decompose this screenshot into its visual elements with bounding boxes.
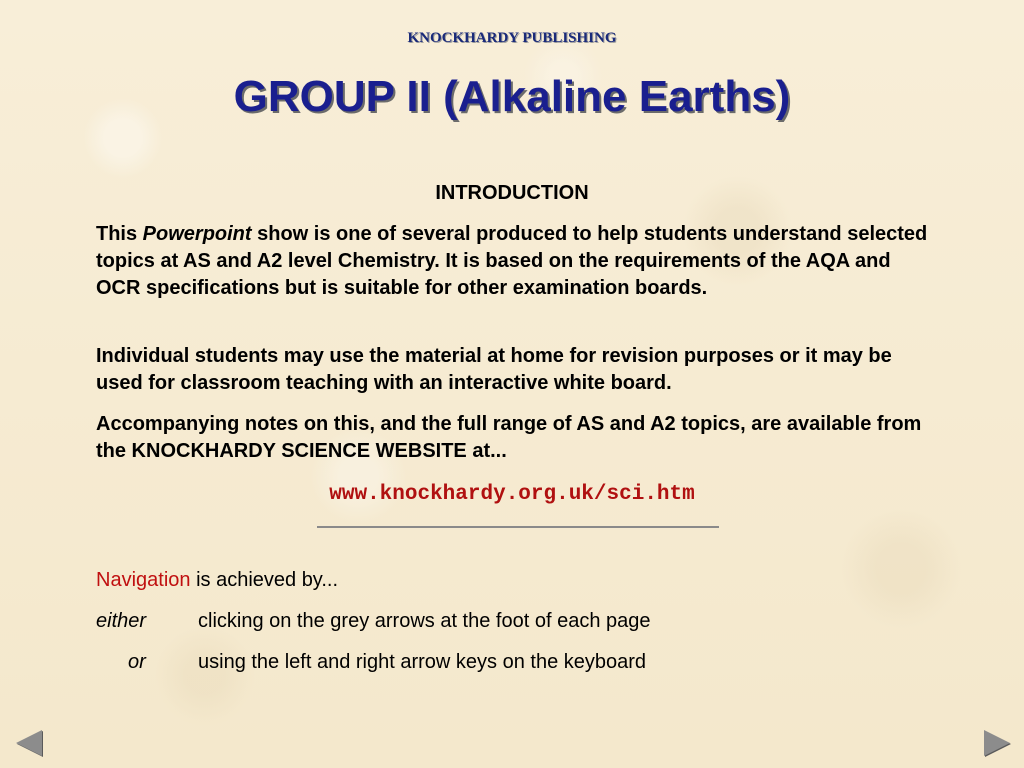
intro-paragraph-3: Accompanying notes on this, and the full range of AS and A2 topics, are available from the KNOCKHARDY SCIENCE WEBSITE at...: [96, 413, 922, 462]
website-link[interactable]: www.knockhardy.org.uk/sci.htm: [329, 483, 695, 506]
or-label: or: [128, 651, 146, 673]
powerpoint-word: Powerpoint: [142, 223, 252, 245]
either-text: clicking on the grey arrows at the foot of each page: [198, 610, 651, 632]
previous-slide-button[interactable]: [16, 730, 42, 756]
navigation-rest: is achieved by...: [190, 569, 338, 591]
intro-paragraph-1: [96, 221, 936, 302]
navigation-word: Navigation: [96, 569, 191, 591]
either-label: either: [96, 610, 147, 632]
next-slide-button[interactable]: [984, 730, 1010, 756]
intro-heading: INTRODUCTION: [435, 182, 589, 204]
divider-line: [317, 526, 719, 528]
para1-rest: show is one of several produced to help students understand selected topics at AS and A2 level Chemistry. It is based on the requirements of the AQA and OCR specifications but is suitable for other examination boards.: [96, 223, 928, 299]
intro-paragraph-2: Individual students may use the material at home for revision purposes or it may be used for classroom teaching with an interactive white board.: [96, 345, 892, 394]
publisher-label: KNOCKHARDY PUBLISHING: [407, 30, 617, 46]
slide-title: GROUP II (Alkaline Earths): [233, 72, 791, 121]
navigation-line: [96, 568, 338, 592]
or-text: using the left and right arrow keys on the keyboard: [198, 651, 647, 673]
para1-prefix: This: [96, 223, 143, 245]
